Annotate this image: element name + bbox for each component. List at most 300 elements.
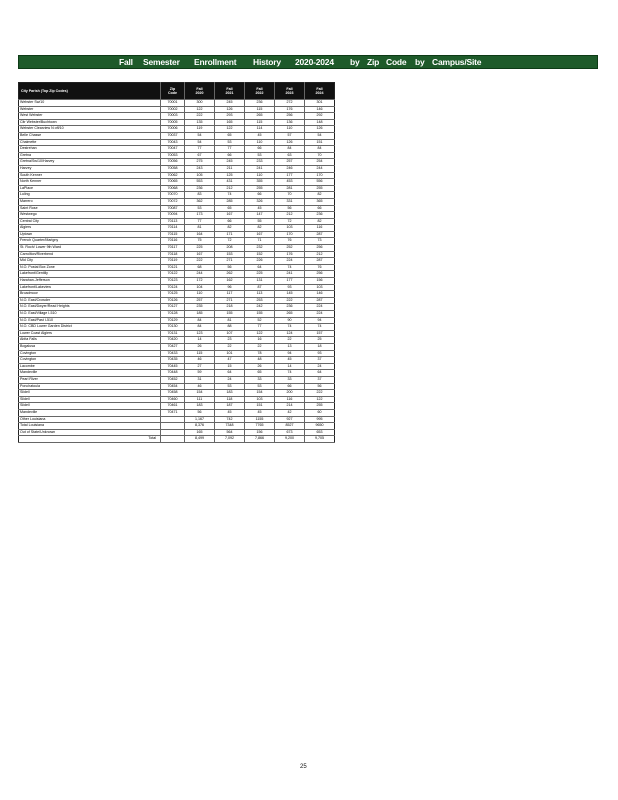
cell-value: 65 [215, 205, 245, 212]
cell-zip: 70454 [161, 383, 185, 390]
cell-value: 66 [275, 383, 305, 390]
cell-value: 56 [185, 409, 215, 416]
cell-value: 222 [185, 258, 215, 265]
cell-value: 131 [245, 278, 275, 285]
cell-value: 103 [245, 396, 275, 403]
cell-zip: 70445 [161, 363, 185, 370]
cell-city: St. Roch/ Lower 9th Ward [19, 245, 161, 252]
header-year [245, 83, 275, 100]
title-word: Zip [367, 57, 380, 67]
cell-value: 110 [245, 139, 275, 146]
cell-value: 23 [215, 337, 245, 344]
cell-value: 56 [305, 383, 335, 390]
cell-value: 265 [245, 113, 275, 120]
cell-value: 115 [245, 106, 275, 113]
cell-value: 172 [185, 278, 215, 285]
cell-value: 255 [245, 185, 275, 192]
cell-value: 45 [245, 205, 275, 212]
cell-city: Webster Clearview N off/10 [19, 126, 161, 133]
cell-value: 152 [245, 251, 275, 258]
cell-value: 287 [305, 297, 335, 304]
cell-value: 82 [245, 225, 275, 232]
cell-zip: 70002 [161, 106, 185, 113]
cell-city: Harahan-Jefferson [19, 278, 161, 285]
cell-zip: 70043 [161, 139, 185, 146]
cell-value: 242 [245, 304, 275, 311]
cell-value: 212 [215, 185, 245, 192]
cell-zip: 70124 [161, 284, 185, 291]
cell-value: 233 [245, 159, 275, 166]
cell-zip: 70117 [161, 245, 185, 252]
table-row [19, 159, 335, 166]
cell-city: Mandeville [19, 409, 161, 416]
table-row [19, 416, 335, 423]
cell-value: 77 [215, 146, 245, 153]
cell-value: 136 [275, 119, 305, 126]
cell-value: 183 [185, 403, 215, 410]
cell-city: Total [19, 436, 161, 443]
cell-value: 77 [245, 324, 275, 331]
cell-value: 71 [245, 238, 275, 245]
table-row [19, 291, 335, 298]
cell-city: LaPlace [19, 185, 161, 192]
table-row [19, 271, 335, 278]
cell-zip: 70452 [161, 376, 185, 383]
cell-value: 110 [245, 172, 275, 179]
cell-value: 147 [245, 212, 275, 219]
cell-value: 453 [275, 179, 305, 186]
cell-value: 171 [215, 231, 245, 238]
cell-zip: 70435 [161, 357, 185, 364]
cell-city: Luling [19, 192, 161, 199]
cell-value: 116 [275, 396, 305, 403]
cell-value: 224 [305, 304, 335, 311]
cell-value: 33 [245, 376, 275, 383]
cell-value: 244 [185, 271, 215, 278]
cell-value: 114 [245, 126, 275, 133]
cell-value: 281 [275, 185, 305, 192]
cell-value: 326 [245, 198, 275, 205]
cell-city: Algiers [19, 225, 161, 232]
cell-value: 200 [275, 390, 305, 397]
cell-zip: 70127 [161, 304, 185, 311]
cell-value: 93 [305, 350, 335, 357]
cell-value: 103 [305, 284, 335, 291]
cell-value: 126 [275, 139, 305, 146]
cell-city: Pearl River [19, 376, 161, 383]
cell-value: 355 [245, 179, 275, 186]
cell-value: 90 [275, 317, 305, 324]
cell-value: 25 [305, 337, 335, 344]
cell-value: 245 [215, 100, 245, 107]
cell-value: 8,499 [185, 436, 215, 443]
table-row [19, 304, 335, 311]
cell-value: 24 [215, 376, 245, 383]
cell-value: 66 [215, 218, 245, 225]
cell-city: Other Louisiana [19, 416, 161, 423]
cell-value: 126 [215, 106, 245, 113]
cell-value: 7765 [245, 423, 275, 430]
cell-value: 82 [215, 225, 245, 232]
cell-zip: 70114 [161, 225, 185, 232]
header-year-line2: 2022 [255, 91, 264, 95]
table-row [19, 132, 335, 139]
cell-city: French Quarter/Marigny [19, 238, 161, 245]
cell-value: 243 [185, 165, 215, 172]
cell-value: 48 [245, 357, 275, 364]
cell-value: 287 [305, 231, 335, 238]
cell-city: N.O. CBD Lower Garden District [19, 324, 161, 331]
cell-value: 564 [215, 429, 245, 436]
header-year-line1: Fall [316, 86, 323, 91]
cell-value: 214 [275, 403, 305, 410]
table-row [19, 172, 335, 179]
cell-value: 300 [185, 100, 215, 107]
cell-value: 117 [215, 291, 245, 298]
cell-value: 151 [305, 139, 335, 146]
cell-value: 224 [305, 311, 335, 318]
title-word: Enrollment [194, 57, 237, 67]
cell-value: 232 [245, 245, 275, 252]
cell-value: 66 [245, 146, 275, 153]
cell-value: 431 [215, 179, 245, 186]
table-row [19, 436, 335, 443]
cell-city: Broadmoor [19, 291, 161, 298]
cell-value: 155 [215, 311, 245, 318]
cell-value: 927 [275, 416, 305, 423]
cell-value: 157 [305, 330, 335, 337]
title-banner [18, 55, 598, 69]
cell-value: 162 [215, 278, 245, 285]
cell-value: 70 [305, 152, 335, 159]
cell-city: Covington [19, 357, 161, 364]
cell-zip: 70068 [161, 185, 185, 192]
cell-value: 285 [215, 198, 245, 205]
cell-zip: 70065 [161, 179, 185, 186]
cell-value: 255 [305, 185, 335, 192]
cell-city: Total Louisiana [19, 423, 161, 430]
cell-zip: 70119 [161, 258, 185, 265]
title-word: 2020-2024 [295, 57, 334, 67]
cell-city: Slidell [19, 396, 161, 403]
cell-value: 76 [275, 238, 305, 245]
cell-value: 75 [185, 238, 215, 245]
table-row [19, 192, 335, 199]
table-row [19, 278, 335, 285]
cell-value: 115 [185, 350, 215, 357]
table-row [19, 212, 335, 219]
cell-value: 47 [215, 357, 245, 364]
cell-zip: 70471 [161, 409, 185, 416]
cell-zip: 70047 [161, 146, 185, 153]
table-row [19, 383, 335, 390]
cell-value: 37 [305, 357, 335, 364]
header-year [215, 83, 245, 100]
cell-value: 155 [245, 311, 275, 318]
cell-value: 653 [305, 429, 335, 436]
cell-zip: 70058 [161, 165, 185, 172]
table-row [19, 363, 335, 370]
table-row [19, 284, 335, 291]
cell-city: Carrollton/Riverbend [19, 251, 161, 258]
cell-value: 211 [215, 165, 245, 172]
cell-value: 156 [305, 278, 335, 285]
cell-value: 110 [275, 126, 305, 133]
cell-value: 14 [185, 337, 215, 344]
table-row [19, 165, 335, 172]
cell-value: 55 [245, 218, 275, 225]
cell-zip: 70131 [161, 330, 185, 337]
cell-value: 265 [275, 311, 305, 318]
cell-value: 16 [245, 337, 275, 344]
cell-city: Ponchatoula [19, 383, 161, 390]
table-row [19, 238, 335, 245]
cell-zip: 70006 [161, 126, 185, 133]
cell-value: 362 [185, 198, 215, 205]
table-row [19, 119, 335, 126]
cell-city: North Kenner [19, 179, 161, 186]
cell-zip: 70433 [161, 350, 185, 357]
cell-zip [161, 429, 185, 436]
cell-value: 74 [215, 192, 245, 199]
cell-value: 57 [275, 132, 305, 139]
title-word: Fall [119, 57, 133, 67]
cell-value: 146 [305, 291, 335, 298]
cell-zip: 70037 [161, 132, 185, 139]
cell-value: 37 [305, 376, 335, 383]
cell-value: 7,866 [245, 436, 275, 443]
cell-city: Bogalusa [19, 343, 161, 350]
cell-city: Chalmette [19, 139, 161, 146]
header-year [185, 83, 215, 100]
cell-value: 83 [185, 192, 215, 199]
cell-zip: 70070 [161, 192, 185, 199]
cell-value: 331 [275, 198, 305, 205]
cell-city: Abita Falls [19, 337, 161, 344]
cell-value: 45 [245, 409, 275, 416]
header-zip-line1: Zip [169, 86, 176, 91]
cell-value: 56 [215, 264, 245, 271]
cell-zip: 70121 [161, 264, 185, 271]
cell-value: 64 [305, 370, 335, 377]
cell-value: 225 [185, 245, 215, 252]
cell-value: 59 [185, 370, 215, 377]
cell-value: 241 [245, 165, 275, 172]
cell-value: 65 [245, 370, 275, 377]
cell-value: 84 [305, 146, 335, 153]
cell-value: 53 [215, 383, 245, 390]
cell-value: 123 [185, 330, 215, 337]
cell-value: 553 [185, 179, 215, 186]
cell-value: 995 [305, 416, 335, 423]
cell-value: 122 [185, 106, 215, 113]
cell-city: South Kenner [19, 172, 161, 179]
cell-value: 22 [275, 337, 305, 344]
cell-value: 74 [305, 324, 335, 331]
table-row [19, 343, 335, 350]
table-row [19, 152, 335, 159]
cell-zip: 70062 [161, 172, 185, 179]
cell-value: 167 [245, 231, 275, 238]
table-row [19, 370, 335, 377]
cell-value: 271 [215, 297, 245, 304]
header-year-line2: 2020 [195, 91, 204, 95]
cell-value: 365 [305, 198, 335, 205]
cell-value: 77 [185, 146, 215, 153]
cell-value: 78 [245, 350, 275, 357]
cell-value: 212 [275, 212, 305, 219]
cell-value: 165 [185, 429, 215, 436]
table-row [19, 390, 335, 397]
cell-value: 9,200 [275, 436, 305, 443]
cell-zip: 70130 [161, 324, 185, 331]
cell-value: 103 [275, 225, 305, 232]
cell-value: 145 [275, 291, 305, 298]
cell-value: 45 [275, 357, 305, 364]
cell-value: 1155 [245, 416, 275, 423]
cell-value: 177 [275, 278, 305, 285]
cell-value: 225 [245, 271, 275, 278]
cell-value: 673 [275, 429, 305, 436]
cell-city: N.O. East/Dwyer/Read Heights [19, 304, 161, 311]
cell-value: 46 [185, 357, 215, 364]
cell-value: 262 [215, 271, 245, 278]
cell-value: 742 [215, 416, 245, 423]
table-row [19, 258, 335, 265]
cell-value: 222 [185, 113, 215, 120]
table-row [19, 126, 335, 133]
cell-zip: 70053 [161, 152, 185, 159]
header-year-line2: 2021 [225, 91, 234, 95]
cell-value: 82 [305, 192, 335, 199]
enrollment-table [18, 82, 335, 443]
cell-city: N.O. Postal Box Zone [19, 264, 161, 271]
cell-value: 256 [275, 113, 305, 120]
table-row [19, 297, 335, 304]
cell-zip: 70116 [161, 238, 185, 245]
cell-value: 87 [245, 284, 275, 291]
cell-zip [161, 416, 185, 423]
cell-value: 53 [245, 383, 275, 390]
cell-value: 67 [185, 152, 215, 159]
cell-value: 156 [245, 429, 275, 436]
cell-value: 53 [245, 152, 275, 159]
cell-zip: 70129 [161, 317, 185, 324]
cell-value: 66 [305, 205, 335, 212]
table-row [19, 311, 335, 318]
cell-value: 126 [305, 126, 335, 133]
table-row [19, 429, 335, 436]
cell-value: 256 [305, 245, 335, 252]
cell-city: Slidell [19, 390, 161, 397]
cell-value: 22 [215, 343, 245, 350]
cell-value: 226 [245, 258, 275, 265]
table-row [19, 264, 335, 271]
cell-value: 272 [275, 100, 305, 107]
table-row [19, 100, 335, 107]
cell-value: 24 [305, 363, 335, 370]
cell-city: Covington [19, 350, 161, 357]
table-row [19, 113, 335, 120]
cell-value: 65 [215, 132, 245, 139]
cell-value: 236 [275, 304, 305, 311]
cell-value: 94 [275, 350, 305, 357]
cell-value: 72 [275, 218, 305, 225]
cell-value: 257 [185, 297, 215, 304]
cell-zip: 70118 [161, 251, 185, 258]
cell-value: 64 [215, 370, 245, 377]
table-row [19, 146, 335, 153]
title-word: by [415, 57, 425, 67]
cell-value: 110 [185, 291, 215, 298]
cell-zip: 70128 [161, 311, 185, 318]
header-year-line1: Fall [196, 86, 203, 91]
cell-value: 27 [185, 363, 215, 370]
cell-value: 176 [275, 106, 305, 113]
cell-value: 115 [245, 119, 275, 126]
cell-zip: 70094 [161, 212, 185, 219]
cell-value: 84 [275, 146, 305, 153]
table-row [19, 245, 335, 252]
cell-value: 176 [275, 251, 305, 258]
cell-city: Slidell [19, 403, 161, 410]
cell-value: 122 [245, 330, 275, 337]
table-row [19, 403, 335, 410]
cell-city: Mandeville [19, 370, 161, 377]
cell-value: 101 [215, 350, 245, 357]
cell-value: 104 [185, 284, 215, 291]
cell-value: 165 [215, 119, 245, 126]
cell-zip: 70005 [161, 119, 185, 126]
table-header-row [19, 83, 335, 100]
cell-value: 246 [275, 165, 305, 172]
header-zip-line2: Code [168, 91, 177, 95]
cell-value: 22 [245, 343, 275, 350]
cell-city: Uptown [19, 231, 161, 238]
cell-zip: 70115 [161, 231, 185, 238]
cell-value: 236 [305, 212, 335, 219]
cell-zip [161, 436, 185, 443]
cell-value: 13 [275, 343, 305, 350]
table-row [19, 185, 335, 192]
cell-value: 76 [305, 264, 335, 271]
cell-city: Central City [19, 218, 161, 225]
cell-value: 177 [275, 172, 305, 179]
cell-value: 66 [215, 152, 245, 159]
cell-zip: 70003 [161, 113, 185, 120]
cell-value: 56 [275, 205, 305, 212]
cell-city: Webster [19, 106, 161, 113]
cell-value: 292 [305, 113, 335, 120]
cell-value: 94 [305, 317, 335, 324]
cell-value: 173 [185, 212, 215, 219]
cell-value: 167 [215, 212, 245, 219]
cell-value: 64 [245, 264, 275, 271]
cell-zip: 70123 [161, 278, 185, 285]
cell-zip: 70461 [161, 403, 185, 410]
cell-value: 9650 [305, 423, 335, 430]
cell-city: Lower Coast Algiers [19, 330, 161, 337]
cell-value: 26 [245, 363, 275, 370]
cell-value: 81 [215, 317, 245, 324]
cell-value: 244 [305, 165, 335, 172]
cell-value: 93 [275, 284, 305, 291]
cell-value: 218 [215, 304, 245, 311]
cell-city: Mid City [19, 258, 161, 265]
cell-city: Lakefront/Gentilly [19, 271, 161, 278]
cell-value: 63 [275, 152, 305, 159]
cell-value: 53 [215, 139, 245, 146]
